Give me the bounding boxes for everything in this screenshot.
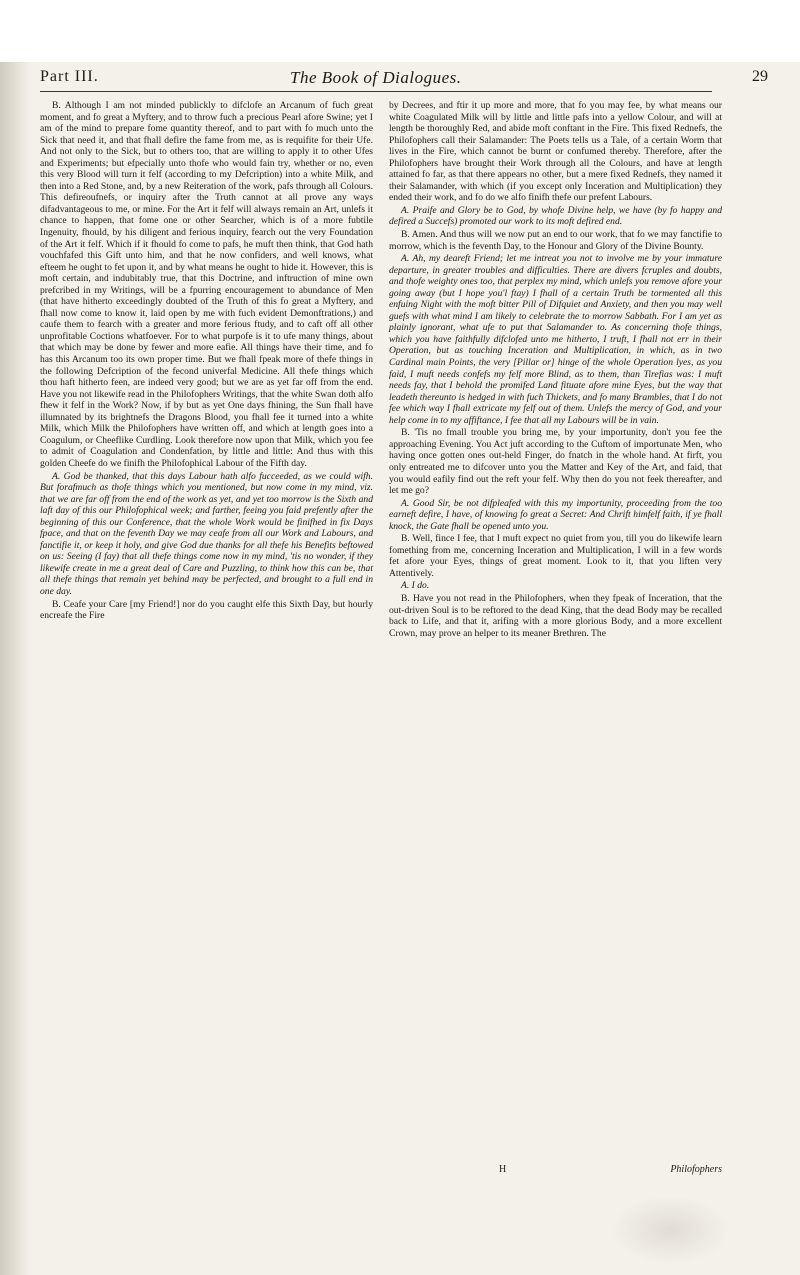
binding-shadow — [0, 62, 30, 1275]
paragraph: A. Ah, my deareft Friend; let me intreat you not to involve me by your immature departure, in greater troubles and difficulties. There are divers fcruples and doubts, and thofe weighty ones too, that perplex my mind, which unlefs you remove afore your going away (but I hope you'l ftay) I fhall of a certain Truth be tormented all this enfuing Night with the moft bitter Pill of Difquiet and Anxiety, and then you may well guefs with what mind I am likely to celebrate the to morrow Sabbath. For I am yet as plainly ignorant, what ufe to put that Salamander to. As concerning thofe things, which you have faithfully difclofed unto me hitherto, I truft, I fhall not err in their Operation, but as touching Inceration and Multiplication, in which, as in two Cardinal main Points, the very [Pillar or] hinge of the whole Operation lyes, as you faid, I muft needs confefs my felf more Blind, as to them, than Tirefias was: I muft needs fay, that I behold the promifed Land fituate afore mine Eyes, but the way that leadeth thereunto is hedged in with fuch Thickets, and fo many Brambles, that I do not fee which way I fhall extricate my felf out of them. Unlefs the mercy of God, and your help come in to my affiftance, I fee that all my Labours will be in vain. — [389, 253, 722, 426]
paper-stain — [610, 1195, 730, 1265]
paragraph: B. Ceafe your Care [my Friend!] nor do you caught elfe this Sixth Day, but hourly encreafe the Fire — [40, 598, 373, 622]
paragraph: A. Praife and Glory be to God, by whofe Divine help, we have (by fo happy and defired a Succefs) promoted our work to its moft defired end. — [389, 204, 722, 228]
paragraph: A. I do. — [401, 580, 430, 592]
paragraph: B. Have you not read in the Philofophers, when they fpeak of Inceration, that the out-driven Soul is to be reftored to the dead King, that the dead Body may be recalled back to Life, and that it, arifing with a more glorious Body, and a more excellent Crown, may prove an helper to its meaner Brethren. The — [389, 592, 722, 639]
signature-mark: H — [499, 1164, 507, 1175]
header-rule — [40, 91, 712, 92]
running-title: The Book of Dialogues. — [290, 68, 462, 87]
paragraph: B. Amen. And thus will we now put an end to our work, that fo we may fanctifie to morrow, which is the feventh Day, to the Honour and Glory of the Divine Bounty. — [389, 229, 722, 252]
paragraph: B. Well, fince I fee, that I muft expect no quiet from you, till you do likewife learn fomething from me, concerning Inceration and Multiplication, I will in a few words fet afore your Eyes, things of great moment. Look to it, that you liften very Attentively. — [389, 533, 722, 579]
paragraph: A. God be thanked, that this days Labour hath alfo fucceeded, as we could wifh. But forafmuch as thofe things which you mentioned, but now come in my mind, viz. that we are far off from the end of the work as yet, and yet too morrow is the Sixth and laft day of this our Philofophical week; and farther, feeing you faid prefently after the beginning of this our Conference, that the whole Work would be finifhed in fix Days fpace, and that on the feventh Day we may ceafe from all our Work and Labours, and fanctifie it, or keep it holy, and give God due thanks for all thefe his Benefits beftowed on us: Seeing (I fay) that all thefe things come now in my mind, 'tis no wonder, if they likewife create in me a great deal of Care and Puzzling, to think how this can be, that all thefe things that remain yet behind may be perfected, and brought to a full end in one day. — [40, 470, 373, 597]
catchword: Philofophers — [670, 1164, 722, 1175]
paragraph: B. 'Tis no fmall trouble you bring me, by your importunity, don't you fee the approaching Evening. You Act juft according to the Cuftom of importunate Men, who having once gotten ones out-held Finger, do fnatch in the whole hand. At firft, you only entreated me to difcover unto you the Matter and Key of the Art, and faid, that you would eafily find out the reft your felf. Why then do you not feek thereafter, and let me go? — [389, 427, 722, 497]
right-column — [389, 100, 722, 640]
running-header — [40, 68, 780, 98]
paragraph: A. Good Sir, be not difpleafed with this my importunity, proceeding from the too earneft defire, I have, of knowing fo great a Secret: And Chrift himfelf faith, if ye fhall knock, the Gate fhall be opened unto you. — [389, 497, 722, 532]
part-label: Part III. — [40, 68, 99, 85]
paragraph: B. Although I am not minded publickly to difclofe an Arcanum of fuch great moment, and fo great a Myftery, and to throw fuch a precious Pearl afore Swine; yet I am of the mind to prepare fome quantity thereof, and to part with fo much unto the Sick that need it, and that fhall defire the fame from me, as is requifite for their Ufe. And not only to the Sick, but to others too, that are willing to apply it to other Ufes and Experiments; but efpecially unto thofe who would fain try, whether or no, even this very Blood will turn it felf (according to my Defcription) into a white Milk, and then into a Red Stone, and, by a new Reiteration of the work, pafs through all Colours. This defireoufnefs, or inquiry after the Truth cannot at all prove any ways difadvantageous to me, or mine. For the Art it felf will always remain an Art, unlefs it chance to happen, that fome one or other Searcher, which is of a more fubtile Ingenuity, fhould, by his diligent and ferious inquiry, fearch out the very Foundation of the Art it felf. Which if it fhould fo come to pafs, he muft then think, that God hath vouchfafed this Gift unto him, and that he now confiders, and well knows, what efteem he ought to fet upon it, and by what means he ought to hide it. However, this is moft certain, and indubitably true, that this Doctrine, and inftruction of mine own prefcribed in my Writings, will be a fpurring encouragement to abundance of Men (that have hitherto exceedingly doubted of the Truth of this fo great a Myftery, and fhall now come to know it, laid open by me with fuch evident Demonftrations,) and caufe them to fearch with a greater and more ferious ftudy, and to caft off all other unprofitable Coctions whatfoever. For to what purpofe is it to ufe many things, about that which may be done by fewer and more eafie. All things have their time, and fo has this Arcanum too its own proper time. But we fhall fpeak more of thefe things in the following Defcription of the fecond univerfal Medicine. All thefe things which thou haft hitherto feen, are indeed very good; but we are as yet far off from the end. Have you not likewife read in the Philofophers Writings, that the white Swan doth alfo fhew it felf in the Work? Now, if by but as yet One days fhining, the Sun fhall have illumnated by its brightnefs the Dragons Blood, you fhall fee it turned into a white Milk, which Milk the Philofophers have written off, and which at length goes into a Coagulum, or Cheeflike Curdling. Look therefore now upon that Milk, which you fee to admit of Coagulation and Condenfation, by little and little: And thus with this golden Cheefe do we finifh the Philofophical Labour of the Fifth day. — [40, 100, 373, 469]
page-footer — [389, 1164, 722, 1178]
top-margin — [0, 0, 800, 62]
page-number: 29 — [752, 68, 768, 85]
left-column — [40, 100, 373, 623]
paragraph: by Decrees, and ftir it up more and more, that fo you may fee, by what means our white Coagulated Milk will by little and little pafs into a yellow Colour, and will at length be thoroughly Red, and abide moft conftant in the Fire. This fixed Rednefs, the Philofophers call their Salamander: The Poets tells us a Tale, of a certain Worm that lives in the Fire, which cannot be burnt or confumed thereby. Therefore, after the Philofophers have brought their Work through all the Colours, and have at length attained fo far, as that there appears no other, but a mere fixed Rednefs, they named it their Salamander, with which (if you except only Inceration and Multiplication) they ended their work, and fo do we alfo finifh thefe our prefent Labours. — [389, 100, 722, 204]
